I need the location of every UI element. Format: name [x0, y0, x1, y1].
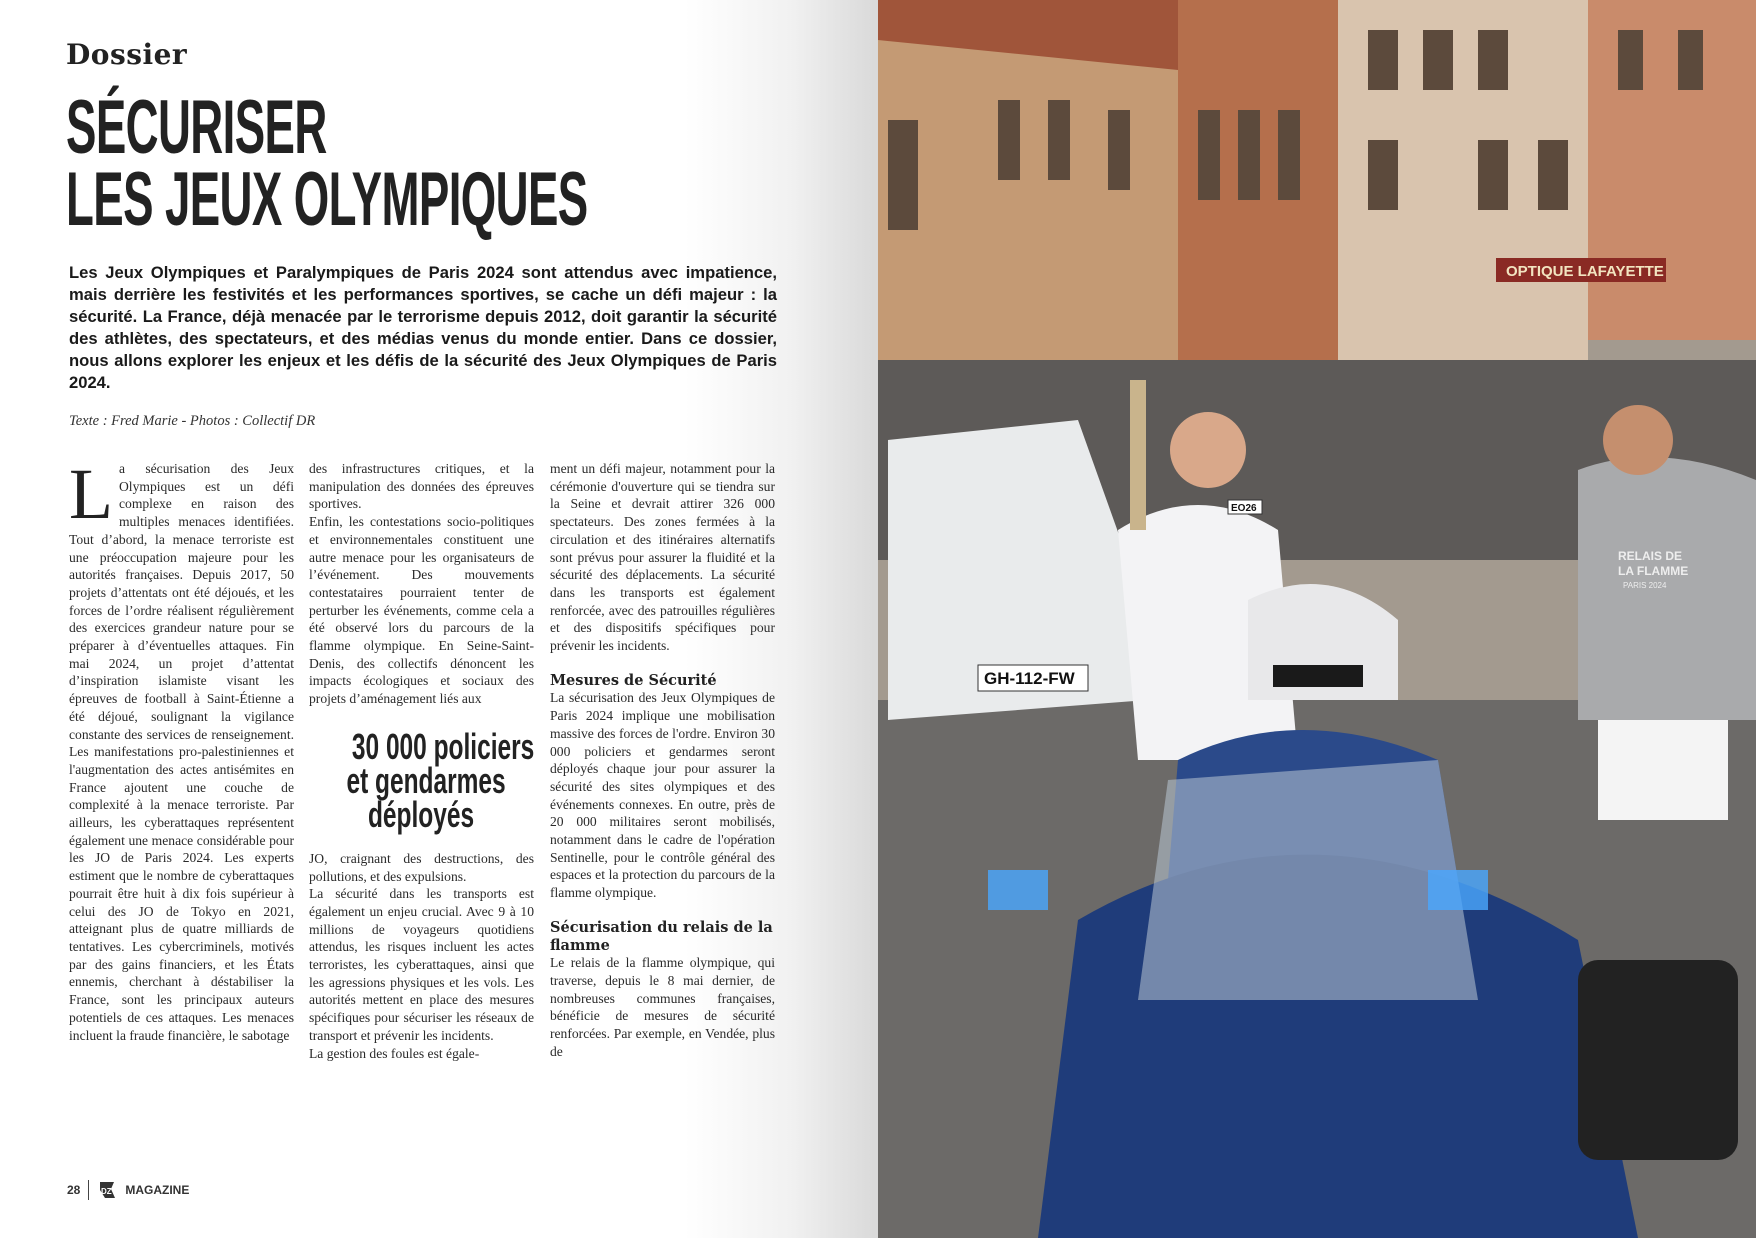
body-text: a sécurisation des Jeux Olympiques est un défi complexe en raison des multiples menaces identifiées. Tout d’abord, la menace terroriste est une préoccupation majeure pour les autorités françaises. Depuis 2017, 50 projets d’attentats ont été déjoués, et les forces de l’ordre réalisent régulièrement des exercices grandeur nature pour se préparer à d’éventuelles attaques. Fin mai 2024, un projet d’attentat d’inspiration islamiste visant les épreuves de football à Saint-Étienne a été déjoué, soulignant la vigilance constante des services de renseignement. Les manifestations pro-palestiniennes et l'augmentation des actes antisémites en France ajoutent une couche de complexité à la menace terroriste. Par ailleurs, les cyberattaques représentent également une menace considérable pour les JO de Paris 2024. Les experts estiment que le nombre de cyberattaques pourrait être huit à dix fois supérieur à celui des JO de Tokyo en 2021, atteignant plus de quatre milliards de tentatives. Les cybercriminels, motivés par des gains financiers, et les États ennemis, cherchant à déstabiliser la France, sont les principaux auteurs potentiels de ces attaques. Les menaces incluent la fraude financière, le sabotage [69, 461, 294, 1043]
body-text: Le relais de la flamme olympique, qui traverse, depuis le 8 mai dernier, de nombreuses communes françaises, bénéficie de mesures de sécurité renforcées. Par exemple, en Vendée, plus de [550, 955, 775, 1059]
shirt-text: LA FLAMME [1618, 564, 1689, 578]
body-text: La sécurisation des Jeux Olympiques de Paris 2024 implique une mobilisation massive des forces de l'ordre. Environ 30 000 policiers et gendarmes seront déployés chaque jour pour assurer la sécurité des sites olympiques et des événements connexes. En outre, près de 20 000 militaires seront mobilisés, notamment dans le cadre de l'opération Sentinelle, pour le contrôle général des espaces et la protection du parcours de la flamme olympique. [550, 690, 775, 901]
car-plate: GH-112-FW [984, 669, 1075, 688]
body-text: des infrastructures critiques, et la manipulation des données des épreuves sportives. [309, 461, 534, 512]
pull-quote-line: 30 000 policiers [351, 725, 535, 767]
column-1 [69, 454, 294, 1044]
divider [88, 1180, 89, 1200]
magazine-logo-icon [97, 1180, 117, 1200]
body-text: Enfin, les contestations socio-politiques et environnementales constituent une autre menace pour les organisateurs de l’événement. Des mouvements contestataires pourraient tenter de perturber les événements, comme cela a été observé lors du parcours de la flamme olympique. En Seine-Saint-Denis, des collectifs dénoncent les impacts écologiques et sociaux des projets d’aménagement liés aux [309, 514, 534, 707]
drop-cap: L [69, 454, 113, 534]
shop-sign: OPTIQUE LAFAYETTE [1506, 263, 1664, 280]
page-number: 28 [67, 1183, 81, 1197]
subheading: Sécurisation du relais de la flamme [550, 918, 773, 954]
article-intro: Les Jeux Olympiques et Paralympiques de Paris 2024 sont attendus avec impatience, mais derrière les festivités et les performances sportives, se cache un défi majeur : la sécurité. La France, déjà menacée par le terrorisme depuis 2012, doit garantir la sécurité des athlètes, des spectateurs, et des médias venus du monde entier. Dans ce dossier, nous allons explorer les enjeux et les défis de la sécurité des Jeux Olympiques de Paris 2024. [69, 263, 777, 392]
shirt-text: PARIS 2024 [1623, 581, 1667, 590]
subheading: Mesures de Sécurité [550, 671, 717, 689]
body-text: La sécurité dans les transports est également un enjeu crucial. Avec 9 à 10 millions de voyageurs quotidiens attendus, les risques incluent les actes terroristes, les cyberattaques, ainsi que les agressions physiques et les vols. Les autorités mettent en place des mesures spécifiques pour sécuriser les réseaux de transport et prévenir les incidents. [309, 886, 534, 1043]
pull-quote-line: déployés [368, 793, 475, 835]
shirt-text: RELAIS DE [1618, 549, 1683, 563]
column-3 [550, 460, 775, 1061]
title-line-2: LES JEUX OLYMPIQUES [66, 157, 588, 242]
column-2 [309, 460, 534, 1062]
body-text: ment un défi majeur, notamment pour la cérémonie d'ouverture qui se tiendra sur la Seine et devrait attirer 326 000 spectateurs. Des zones fermées à la circulation et des itinéraires alternatifs sont prévus pour assurer la fluidité et la sécurité des déplacements. La sécurité dans les transports est également renforcée, avec des patrouilles régulières et des dispositifs spécifiques pour prévenir les incidents. [550, 461, 775, 654]
page-footer [67, 1180, 189, 1200]
article-title [66, 85, 588, 242]
body-text: JO, craignant des destructions, des pollutions, et des expulsions. [309, 850, 534, 884]
pull-quote [309, 725, 535, 835]
svg-text:DZ: DZ [101, 1187, 113, 1196]
pull-quote-line: et gendarmes [346, 759, 506, 801]
body-text: La gestion des foules est égale- [309, 1045, 480, 1061]
photo-torch-relay [878, 0, 1756, 1238]
section-rubric: Dossier [66, 38, 188, 71]
runner-bib: EO26 [1231, 503, 1257, 514]
magazine-brand: MAGAZINE [125, 1183, 190, 1197]
title-line-1: SÉCURISER [66, 85, 327, 170]
article-credit: Texte : Fred Marie - Photos : Collectif DR [69, 413, 316, 429]
